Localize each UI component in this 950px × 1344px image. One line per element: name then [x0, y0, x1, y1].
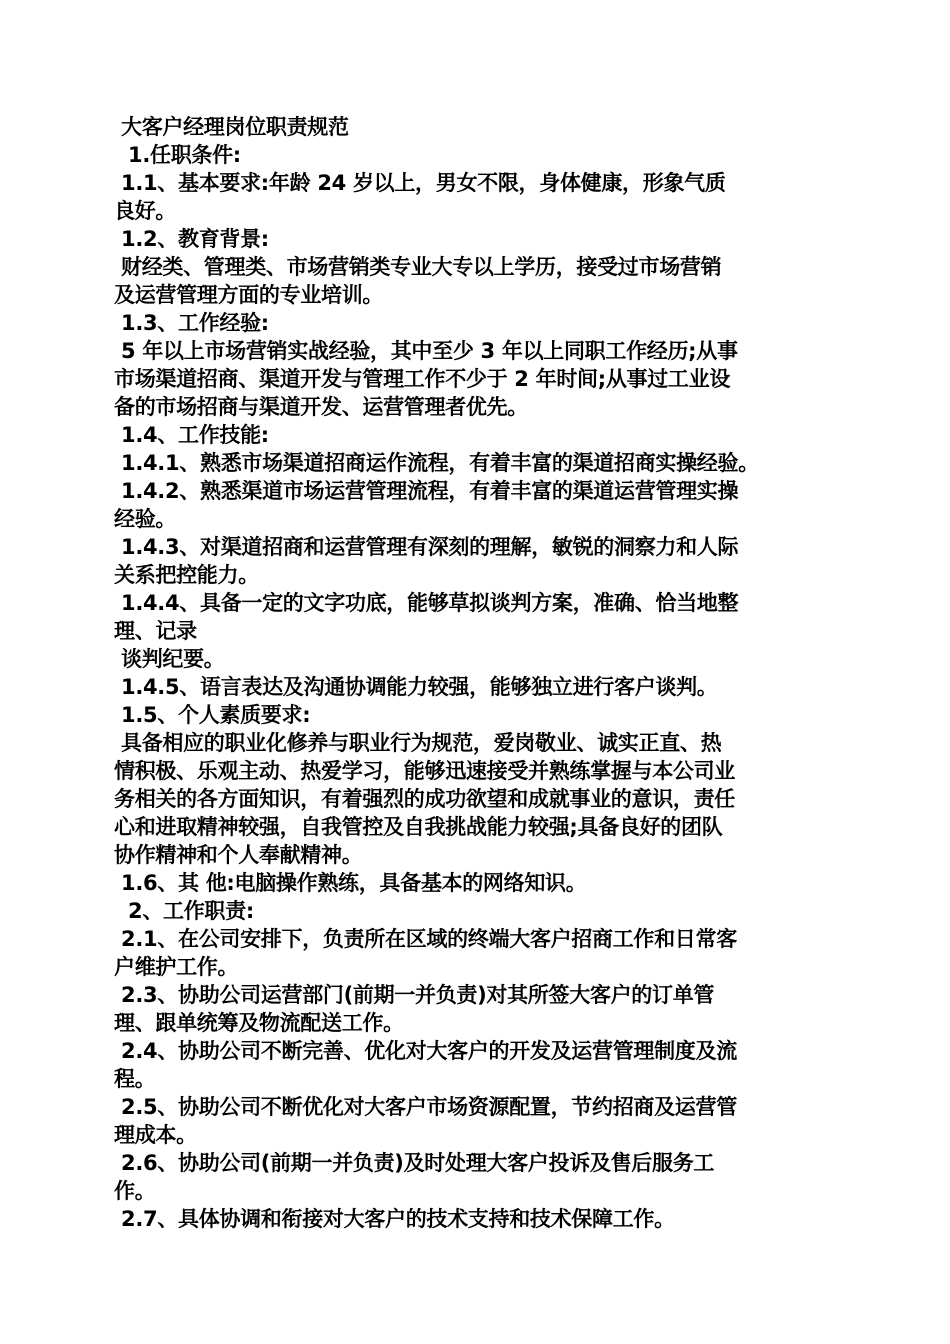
text-line: 理、记录 — [114, 619, 197, 643]
text-line: 及运营管理方面的专业培训。 — [114, 283, 384, 307]
text-line: 心和进取精神较强，自我管控及自我挑战能力较强;具备良好的团队 — [114, 815, 723, 839]
text-line: 2.3、协助公司运营部门(前期一并负责)对其所签大客户的订单管 — [114, 983, 715, 1007]
text-line: 1.1、基本要求:年龄 24 岁以上，男女不限，身体健康，形象气质 — [114, 171, 726, 195]
text-line: 关系把控能力。 — [114, 563, 259, 587]
text-line: 具备相应的职业化修养与职业行为规范，爱岗敬业、诚实正直、热 — [114, 731, 722, 755]
text-line: 备的市场招商与渠道开发、运营管理者优先。 — [114, 395, 528, 419]
text-line: 市场渠道招商、渠道开发与管理工作不少于 2 年时间;从事过工业设 — [114, 367, 731, 391]
text-line: 1.任职条件: — [114, 143, 241, 167]
text-line: 务相关的各方面知识，有着强烈的成功欲望和成就事业的意识，责任 — [114, 787, 735, 811]
text-line: 协作精神和个人奉献精神。 — [114, 843, 363, 867]
text-line: 2、工作职责: — [114, 899, 254, 923]
text-line: 1.5、个人素质要求: — [114, 703, 311, 727]
text-line: 1.4、工作技能: — [114, 423, 269, 447]
text-line: 户维护工作。 — [114, 955, 239, 979]
text-line: 5 年以上市场营销实战经验，其中至少 3 年以上同职工作经历;从事 — [114, 339, 738, 363]
text-line: 理成本。 — [114, 1123, 197, 1147]
text-line: 1.4.4、具备一定的文字功底，能够草拟谈判方案，准确、恰当地整 — [114, 591, 739, 615]
text-line: 财经类、管理类、市场营销类专业大专以上学历，接受过市场营销 — [114, 255, 722, 279]
text-line: 2.5、协助公司不断优化对大客户市场资源配置，节约招商及运营管 — [114, 1095, 737, 1119]
text-line: 2.1、在公司安排下，负责所在区域的终端大客户招商工作和日常客 — [114, 927, 737, 951]
text-line: 1.2、教育背景: — [114, 227, 269, 251]
text-line: 1.3、工作经验: — [114, 311, 269, 335]
text-line: 作。 — [114, 1179, 156, 1203]
text-line: 理、跟单统筹及物流配送工作。 — [114, 1011, 404, 1035]
text-line: 程。 — [114, 1067, 156, 1091]
text-line: 2.6、协助公司(前期一并负责)及时处理大客户投诉及售后服务工 — [114, 1151, 715, 1175]
text-line: 谈判纪要。 — [114, 647, 225, 671]
text-line: 良好。 — [114, 199, 177, 223]
document-title: 大客户经理岗位职责规范 — [114, 115, 349, 139]
text-line: 情积极、乐观主动、热爱学习，能够迅速接受并熟练掌握与本公司业 — [114, 759, 735, 783]
text-line: 1.4.1、熟悉市场渠道招商运作流程，有着丰富的渠道招商实操经验。 — [114, 451, 759, 475]
text-line: 1.4.2、熟悉渠道市场运营管理流程，有着丰富的渠道运营管理实操 — [114, 479, 739, 503]
text-line: 1.4.5、语言表达及沟通协调能力较强，能够独立进行客户谈判。 — [114, 675, 718, 699]
document-body — [114, 113, 836, 1233]
text-line: 2.7、具体协调和衔接对大客户的技术支持和技术保障工作。 — [114, 1207, 675, 1231]
text-line: 经验。 — [114, 507, 177, 531]
text-line: 1.4.3、对渠道招商和运营管理有深刻的理解，敏锐的洞察力和人际 — [114, 535, 739, 559]
text-line: 1.6、其 他:电脑操作熟练，具备基本的网络知识。 — [114, 871, 587, 895]
text-line: 2.4、协助公司不断完善、优化对大客户的开发及运营管理制度及流 — [114, 1039, 737, 1063]
